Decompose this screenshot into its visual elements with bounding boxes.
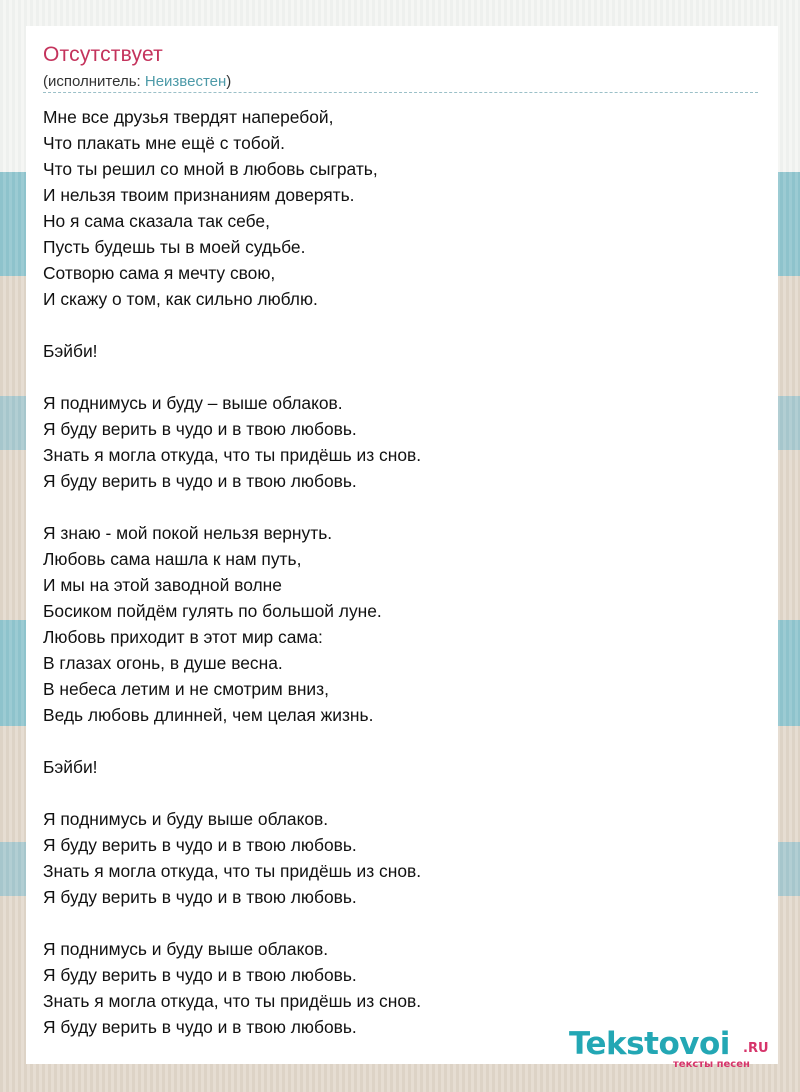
title-divider	[43, 92, 758, 93]
lyric-line: Я поднимусь и буду выше облаков.	[43, 939, 329, 959]
lyric-line: Я поднимусь и буду – выше облаков.	[43, 393, 343, 413]
lyric-line: И скажу о том, как сильно люблю.	[43, 289, 318, 309]
lyric-line: Я буду верить в чудо и в твою любовь.	[43, 887, 357, 907]
lyric-line: Я буду верить в чудо и в твою любовь.	[43, 835, 357, 855]
lyric-line: Пусть будешь ты в моей судьбе.	[43, 237, 306, 257]
lyric-blank-line	[43, 494, 743, 520]
lyric-line: Но я сама сказала так себе,	[43, 211, 270, 231]
artist-line	[43, 73, 231, 90]
lyric-line: Я буду верить в чудо и в твою любовь.	[43, 1017, 357, 1037]
lyric-line: Любовь сама нашла к нам путь,	[43, 549, 302, 569]
lyric-line: Сотворю сама я мечту свою,	[43, 263, 276, 283]
lyric-line: Бэйби!	[43, 757, 98, 777]
lyric-line: Босиком пойдём гулять по большой луне.	[43, 601, 382, 621]
lyric-line: Что ты решил со мной в любовь сыграть,	[43, 159, 378, 179]
lyric-line: Что плакать мне ещё с тобой.	[43, 133, 285, 153]
lyric-blank-line	[43, 910, 743, 936]
lyric-line: Знать я могла откуда, что ты придёшь из снов.	[43, 445, 422, 465]
lyric-line: Знать я могла откуда, что ты придёшь из снов.	[43, 991, 422, 1011]
lyric-blank-line	[43, 780, 743, 806]
lyric-line: Любовь приходит в этот мир сама:	[43, 627, 323, 647]
lyric-line: Ведь любовь длинней, чем целая жизнь.	[43, 705, 374, 725]
lyrics-card	[26, 26, 778, 1064]
lyric-line: В глазах огонь, в душе весна.	[43, 653, 283, 673]
site-logo[interactable]	[569, 1026, 779, 1068]
lyric-line: И мы на этой заводной волне	[43, 575, 282, 595]
lyric-line: Я буду верить в чудо и в твою любовь.	[43, 965, 357, 985]
lyric-line: Знать я могла откуда, что ты придёшь из снов.	[43, 861, 422, 881]
lyric-blank-line	[43, 312, 743, 338]
song-title: Отсутствует	[43, 43, 163, 66]
lyric-line: Я поднимусь и буду выше облаков.	[43, 809, 329, 829]
artist-prefix: (исполнитель:	[43, 73, 145, 90]
lyric-line: И нельзя твоим признаниям доверять.	[43, 185, 355, 205]
lyric-blank-line	[43, 728, 743, 754]
lyric-line: В небеса летим и не смотрим вниз,	[43, 679, 329, 699]
lyric-line: Я буду верить в чудо и в твою любовь.	[43, 419, 357, 439]
lyric-line: Я буду верить в чудо и в твою любовь.	[43, 471, 357, 491]
lyric-line: Мне все друзья твердят наперебой,	[43, 107, 334, 127]
lyric-line: Я знаю - мой покой нельзя вернуть.	[43, 523, 333, 543]
lyric-blank-line	[43, 364, 743, 390]
logo-tagline: тексты песен	[673, 1059, 750, 1070]
logo-tld: .RU	[743, 1041, 769, 1056]
lyric-line: Бэйби!	[43, 341, 98, 361]
lyrics-text	[43, 104, 743, 1040]
artist-link[interactable]: Неизвестен	[144, 73, 227, 90]
artist-suffix: )	[226, 73, 232, 90]
logo-name: Tekstovoi	[569, 1026, 730, 1062]
